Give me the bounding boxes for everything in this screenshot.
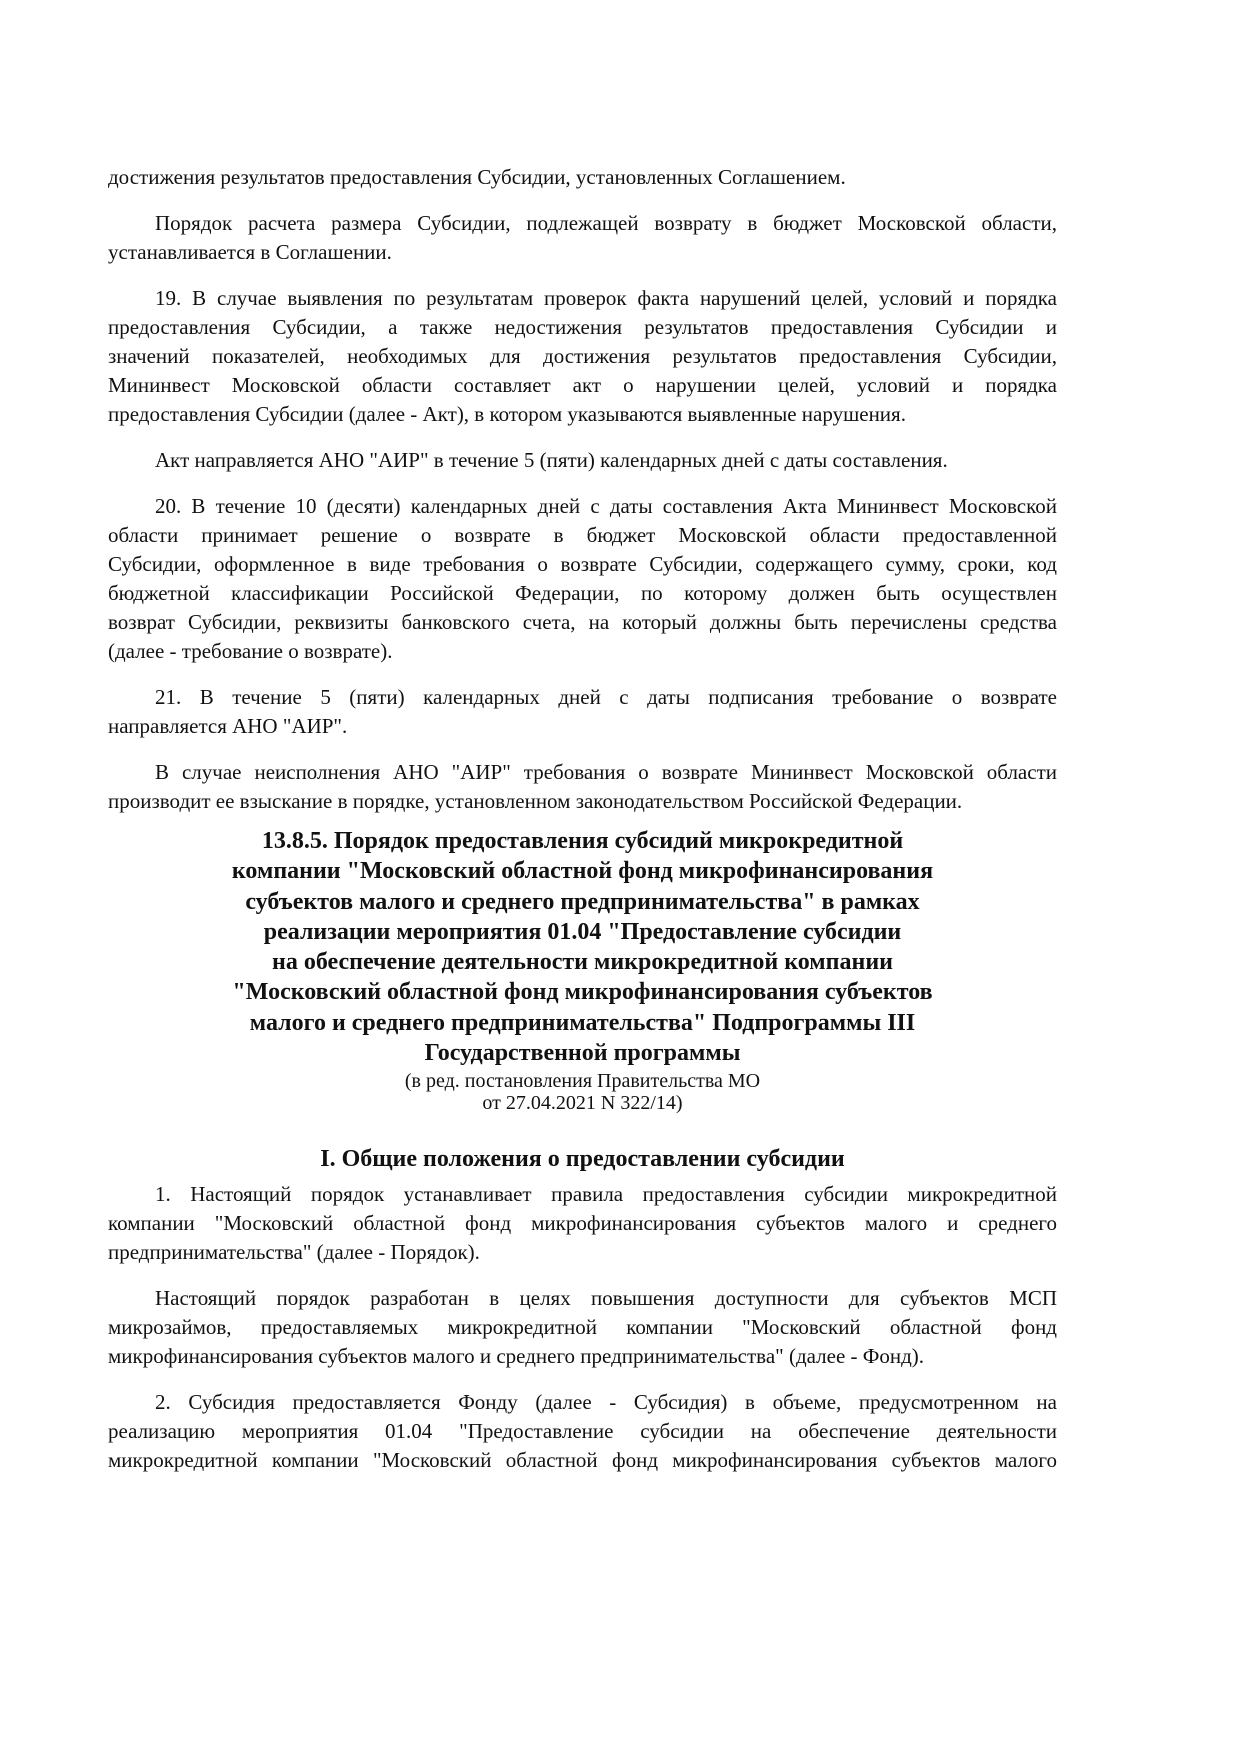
title-line: на обеспечение деятельности микрокредитной компании	[272, 949, 893, 976]
paragraph	[108, 1284, 1057, 1371]
text-line: устанавливается в Соглашении.	[108, 240, 392, 264]
text-line: 19. В случае выявления по результатам проверок факта нарушений целей, условий и порядка	[155, 286, 1057, 310]
title-line: Государственной программы	[424, 1040, 741, 1067]
note-line: (в ред. постановления Правительства МО	[404, 1070, 761, 1093]
text-line: предоставления Субсидии, а также недостижения результатов предоставления Субсидии и	[108, 315, 1057, 339]
document-page	[108, 163, 1057, 1475]
text-line: (далее - требование о возврате).	[108, 639, 393, 663]
title-line: реализации мероприятия 01.04 "Предоставление субсидии	[263, 918, 902, 945]
title-line: малого и среднего предпринимательства" Подпрограммы III	[249, 1009, 916, 1036]
title-line: "Московский областной фонд микрофинансирования субъектов	[232, 979, 933, 1006]
section-heading: I. Общие положения о предоставлении субсидии	[320, 1146, 845, 1173]
text-line: 1. Настоящий порядок устанавливает правила предоставления субсидии микрокредитной	[155, 1182, 1057, 1207]
paragraphs-bottom	[108, 1180, 1057, 1475]
paragraph	[108, 1180, 1057, 1267]
text-line: микрофинансирования субъектов малого и среднего предпринимательства" (далее - Фонд).	[108, 1344, 925, 1369]
paragraph	[108, 758, 1057, 816]
paragraph	[108, 492, 1057, 666]
text-line: микрозаймов, предоставляемых микрокредитной компании "Московский областной фонд	[108, 1315, 1057, 1340]
paragraph	[108, 683, 1057, 741]
text-line: направляется АНО "АИР".	[108, 714, 348, 738]
text-line: микрокредитной компании "Московский областной фонд микрофинансирования субъектов малого	[108, 1448, 1057, 1473]
paragraph	[108, 163, 1057, 192]
text-line: области принимает решение о возврате в бюджет Московской области предоставленной	[108, 523, 1057, 547]
text-line: производит ее взыскание в порядке, установленном законодательством Российской Федерации.	[108, 789, 963, 813]
title-line: 13.8.5. Порядок предоставления субсидий микрокредитной	[261, 828, 904, 854]
text-line: бюджетной классификации Российской Федерации, по которому должен быть осуществлен	[108, 581, 1057, 605]
text-line: Настоящий порядок разработан в целях повышения доступности для субъектов МСП	[155, 1286, 1057, 1311]
text-line: предпринимательства" (далее - Порядок).	[108, 1240, 480, 1265]
text-line: Мининвест Московской области составляет акт о нарушении целей, условий и порядка	[108, 373, 1057, 397]
paragraph	[108, 446, 1057, 475]
text-line: В случае неисполнения АНО "АИР" требования о возврате Мининвест Московской области	[155, 760, 1057, 784]
text-line: 20. В течение 10 (десяти) календарных дней с даты составления Акта Мининвест Московской	[155, 494, 1057, 518]
title-line: компании "Московский областной фонд микрофинансирования	[231, 858, 934, 885]
text-line: предоставления Субсидии (далее - Акт), в котором указываются выявленные нарушения.	[108, 402, 906, 426]
text-line: 21. В течение 5 (пяти) календарных дней с даты подписания требование о возврате	[155, 685, 1057, 709]
title-line: субъектов малого и среднего предпринимательства" в рамках	[245, 888, 920, 915]
text-line: компании "Московский областной фонд микрофинансирования субъектов малого и среднего	[108, 1211, 1057, 1236]
text-line: реализацию мероприятия 01.04 "Предоставление субсидии на обеспечение деятельности	[108, 1419, 1057, 1444]
text-line: Порядок расчета размера Субсидии, подлежащей возврату в бюджет Московской области,	[155, 211, 1057, 235]
paragraph	[108, 209, 1057, 267]
amendment-note	[108, 1070, 1057, 1114]
section-title	[108, 826, 1057, 1068]
text-line: Акт направляется АНО "АИР" в течение 5 (пяти) календарных дней с даты составления.	[155, 448, 948, 472]
paragraphs-top	[108, 163, 1057, 816]
paragraph	[108, 1388, 1057, 1475]
note-line: от 27.04.2021 N 322/14)	[482, 1092, 683, 1115]
text-line: значений показателей, необходимых для достижения результатов предоставления Субсидии,	[108, 344, 1057, 368]
text-line: 2. Субсидия предоставляется Фонду (далее - Субсидия) в объеме, предусмотренном на	[155, 1390, 1057, 1415]
paragraph	[108, 284, 1057, 429]
text-line: возврат Субсидии, реквизиты банковского счета, на который должны быть перечислены средства	[108, 610, 1057, 634]
text-line: достижения результатов предоставления Субсидии, установленных Соглашением.	[108, 165, 846, 189]
text-line: Субсидии, оформленное в виде требования о возврате Субсидии, содержащего сумму, сроки, код	[108, 552, 1057, 576]
